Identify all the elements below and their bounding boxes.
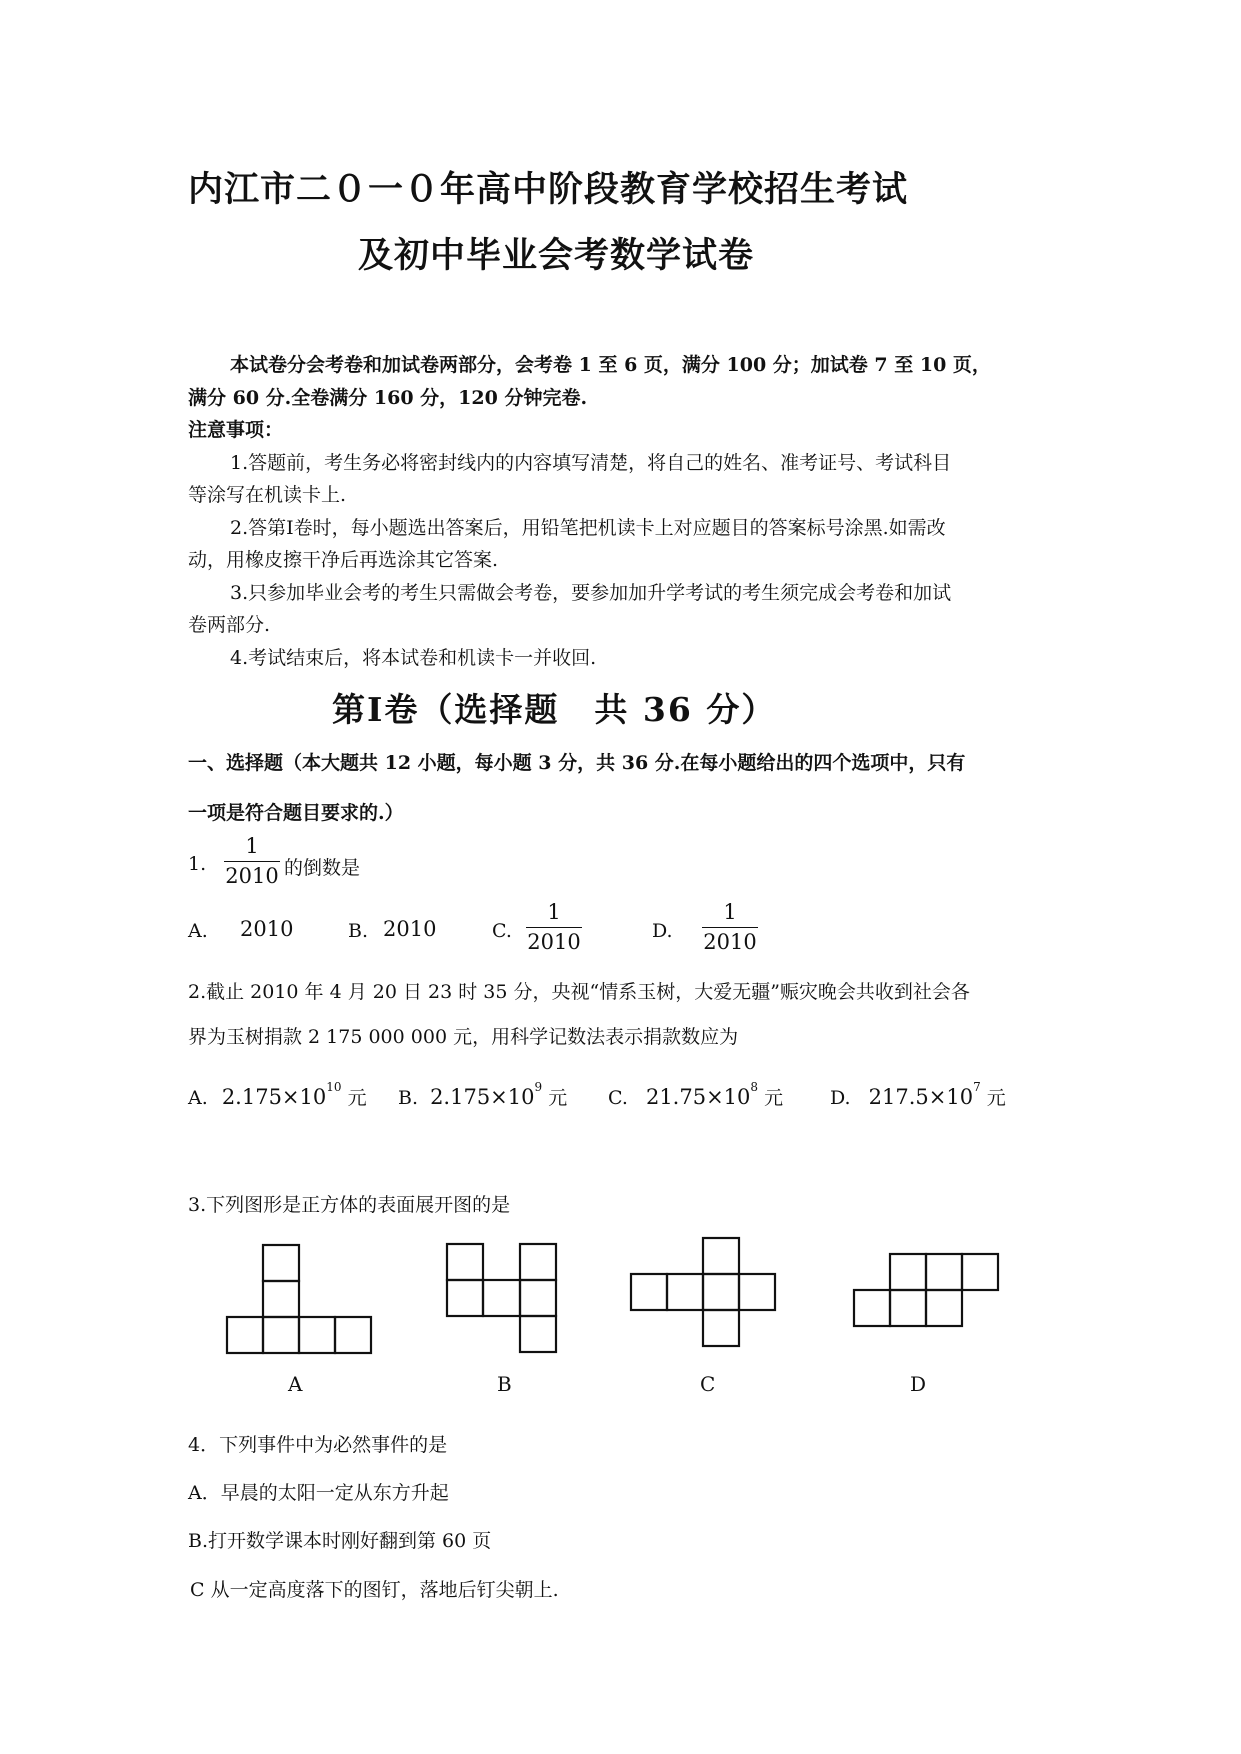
notes-heading: 注意事项： — [188, 419, 284, 441]
net-a-label: A — [288, 1372, 303, 1396]
cube-net-c — [631, 1238, 775, 1346]
net-a-square — [263, 1281, 299, 1317]
q2-option-a-unit: 元 — [347, 1087, 367, 1109]
net-b-square — [447, 1244, 483, 1280]
net-a-square — [227, 1317, 263, 1353]
q2-option-b-base: 2.175×10 — [430, 1085, 535, 1109]
net-b-square — [520, 1244, 556, 1280]
net-d-square — [926, 1254, 962, 1290]
net-b-square — [483, 1280, 520, 1316]
q2-option-c-base: 21.75×10 — [645, 1085, 751, 1109]
q1-option-b-label: B. — [348, 920, 369, 942]
note-2-line2: 动，用橡皮擦干净后再选涂其它答案. — [188, 549, 499, 571]
note-1-line2: 等涂写在机读卡上. — [188, 484, 347, 506]
q1-option-a-value: 2010 — [240, 917, 294, 941]
q1-number: 1. — [188, 853, 207, 875]
note-2-line1: 2.答第Ⅰ卷时，每小题选出答案后，用铅笔把机读卡上对应题目的答案标号涂黑.如需改 — [230, 517, 946, 539]
net-d-square — [962, 1254, 998, 1290]
q1-option-d-label: D. — [652, 920, 673, 942]
net-b-square — [520, 1316, 556, 1352]
q2-option-b-label: B. — [398, 1087, 419, 1109]
cube-net-b — [447, 1244, 556, 1352]
q2-text-line1: 2.截止 2010 年 4 月 20 日 23 时 35 分，央视“情系玉树，大爱无疆”赈灾晚会共收到社会各 — [188, 981, 970, 1003]
note-3-line2: 卷两部分. — [188, 614, 271, 636]
net-d-square — [890, 1254, 926, 1290]
q1-option-c-label: C. — [492, 920, 512, 942]
q2-option-a-label: A. — [188, 1087, 208, 1109]
net-d-square — [854, 1290, 890, 1326]
cube-net-a — [227, 1245, 371, 1353]
q1-option-b-value: 2010 — [383, 917, 437, 941]
net-a-square — [263, 1245, 299, 1281]
q1-text: 的倒数是 — [284, 857, 361, 879]
section-title: 第Ⅰ卷（选择题 共 36 分） — [332, 690, 777, 729]
q1-option-c-denominator: 2010 — [527, 930, 581, 954]
net-c-square — [631, 1274, 667, 1310]
q1-option-d-denominator: 2010 — [703, 930, 757, 954]
q2-option-c-unit: 元 — [764, 1087, 784, 1109]
q2-option-c-label: C. — [608, 1087, 628, 1109]
net-c-square — [667, 1274, 703, 1310]
q1-fraction-numerator: 1 — [245, 834, 259, 858]
note-1-line1: 1.答题前，考生务必将密封线内的内容填写清楚，将自己的姓名、准考证号、考试科目 — [230, 452, 952, 474]
cube-net-d — [854, 1254, 998, 1326]
net-b-square — [520, 1280, 556, 1316]
q2-option-d-unit: 元 — [986, 1087, 1006, 1109]
q2-option-a-base: 2.175×10 — [221, 1085, 327, 1109]
note-4: 4.考试结束后，将本试卷和机读卡一并收回. — [230, 647, 597, 669]
net-c-square — [703, 1238, 739, 1274]
q2-option-d-base: 217.5×10 — [868, 1085, 974, 1109]
net-d-square — [890, 1290, 926, 1326]
q2-option-b-unit: 元 — [548, 1087, 568, 1109]
q1-option-a-label: A. — [188, 920, 208, 942]
net-b-label: B — [497, 1372, 512, 1396]
q2-option-c-exponent: 8 — [750, 1080, 759, 1094]
q4-option-a: A．早晨的太阳一定从东方升起 — [188, 1482, 449, 1504]
net-c-square — [739, 1274, 775, 1310]
q2-option-a-exponent: 10 — [326, 1080, 342, 1094]
net-d-label: D — [910, 1372, 927, 1396]
q4-option-b: B.打开数学课本时刚好翻到第 60 页 — [188, 1530, 492, 1552]
q2-option-d-label: D. — [830, 1087, 851, 1109]
section-instructions-line2: 一项是符合题目要求的.） — [188, 802, 404, 824]
net-a-square — [263, 1317, 299, 1353]
intro-line1: 本试卷分会考卷和加试卷两部分，会考卷 1 至 6 页，满分 100 分；加试卷 7 至 10 页， — [230, 354, 991, 376]
q4-option-c: C 从一定高度落下的图钉，落地后钉尖朝上. — [190, 1579, 559, 1601]
q1-fraction-denominator: 2010 — [225, 864, 279, 888]
q1-option-d-numerator: 1 — [723, 900, 737, 924]
exam-title-line1: 内江市二０一０年高中阶段教育学校招生考试 — [188, 170, 909, 210]
q1-option-c-numerator: 1 — [547, 900, 561, 924]
net-b-square — [447, 1280, 483, 1316]
q4-text: 4．下列事件中为必然事件的是 — [188, 1434, 448, 1456]
net-a-square — [299, 1317, 335, 1353]
net-c-label: C — [700, 1372, 716, 1396]
intro-line2: 满分 60 分.全卷满分 160 分，120 分钟完卷. — [188, 387, 588, 409]
q2-option-b-exponent: 9 — [534, 1080, 543, 1094]
net-c-square — [703, 1310, 739, 1346]
net-c-square — [703, 1274, 739, 1310]
exam-title-line2: 及初中毕业会考数学试卷 — [358, 236, 755, 276]
note-3-line1: 3.只参加毕业会考的考生只需做会考卷，要参加加升学考试的考生须完成会考卷和加试 — [230, 582, 952, 604]
net-d-square — [926, 1290, 962, 1326]
q2-text-line2: 界为玉树捐款 2 175 000 000 元，用科学记数法表示捐款数应为 — [188, 1026, 739, 1048]
q2-option-d-exponent: 7 — [973, 1080, 981, 1094]
net-a-square — [335, 1317, 371, 1353]
q3-text: 3.下列图形是正方体的表面展开图的是 — [188, 1194, 511, 1216]
section-instructions-line1: 一、选择题（本大题共 12 小题，每小题 3 分，共 36 分.在每小题给出的四个选项中，只有 — [188, 752, 966, 774]
